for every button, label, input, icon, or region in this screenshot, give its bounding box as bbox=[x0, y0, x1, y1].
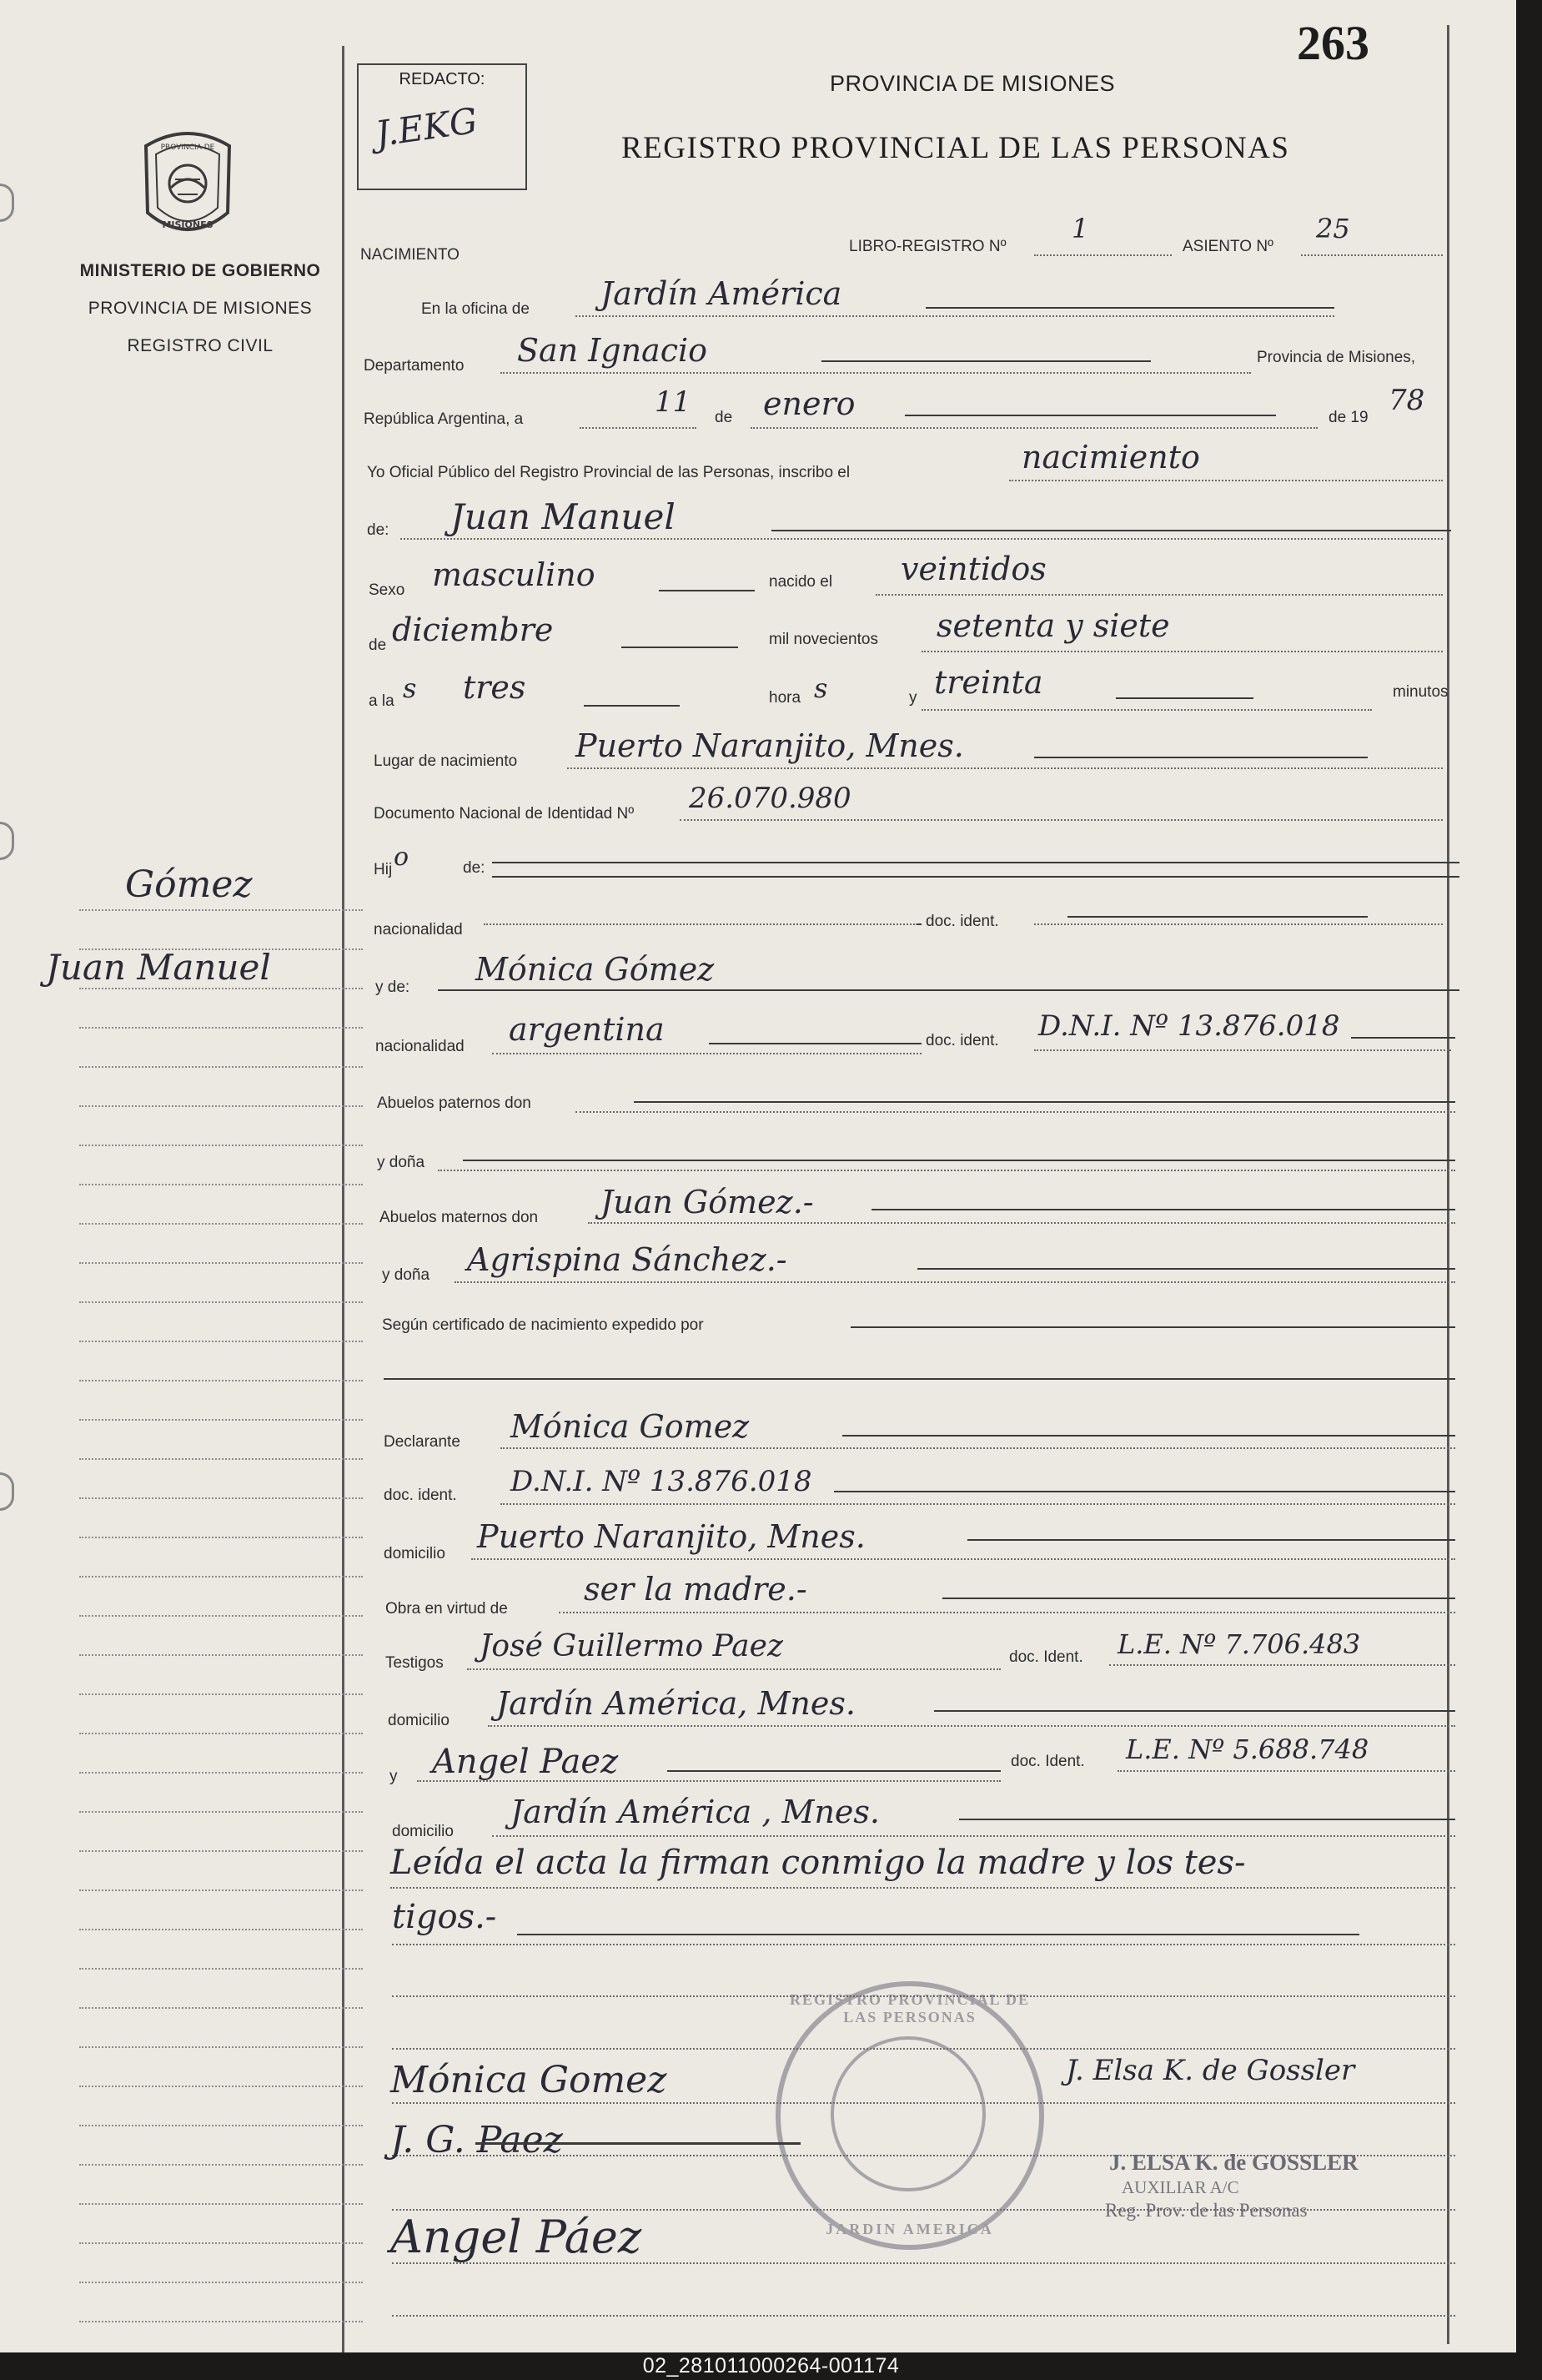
margin-ruling-line bbox=[79, 1929, 363, 1930]
hijo-label: Hij bbox=[374, 861, 393, 878]
stamp-bottom-text: JARDIN AMERICA bbox=[826, 2221, 994, 2237]
margin-ruling-line bbox=[79, 1380, 363, 1381]
mother-name: Mónica Gómez bbox=[475, 951, 715, 988]
margin-ruling-line bbox=[79, 1733, 363, 1734]
month2-value: diciembre bbox=[392, 611, 554, 648]
dni-value: 26.070.980 bbox=[689, 782, 851, 815]
de-label: de bbox=[715, 409, 733, 426]
month-value: enero bbox=[763, 385, 856, 422]
hijo-suffix: o bbox=[394, 843, 409, 872]
y2-label: y bbox=[389, 1768, 398, 1785]
asiento-label: ASIENTO Nº bbox=[1183, 238, 1273, 255]
oficial-label: Yo Oficial Público del Registro Provincial de las Personas, inscribo el bbox=[367, 464, 851, 481]
punch-hole bbox=[0, 184, 14, 222]
obra-value: ser la madre.- bbox=[584, 1571, 807, 1608]
registered-name: Juan Manuel bbox=[450, 496, 676, 537]
segun-label: Según certificado de nacimiento expedido por bbox=[382, 1316, 704, 1334]
year-label: de 19 bbox=[1329, 409, 1369, 426]
testigo2-doc: L.E. Nº 5.688.748 bbox=[1126, 1733, 1369, 1765]
alas-label: a la bbox=[369, 692, 394, 710]
margin-ruling-line bbox=[79, 1537, 363, 1538]
doc-ident4-label: doc. Ident. bbox=[1009, 1648, 1083, 1666]
margin-ruling-line bbox=[79, 1105, 363, 1107]
year-value: 78 bbox=[1389, 384, 1425, 417]
domicilio2-value: Jardín América, Mnes. bbox=[496, 1685, 856, 1722]
doc-ident2-value: D.N.I. Nº 13.876.018 bbox=[1038, 1009, 1340, 1043]
margin-ruling-line bbox=[79, 1693, 363, 1695]
de3-label: de bbox=[369, 637, 387, 654]
margin-given-name: Juan Manuel bbox=[46, 947, 271, 988]
margin-ruling-line bbox=[79, 2242, 363, 2244]
doc-ident2-label: doc. ident. bbox=[926, 1032, 999, 1049]
y-de-label: y de: bbox=[375, 979, 410, 996]
departamento-value: San Ignacio bbox=[517, 332, 708, 369]
page-number: 263 bbox=[1297, 16, 1369, 70]
margin-ruling-line bbox=[79, 1184, 363, 1185]
abuelos-maternos-label: Abuelos maternos don bbox=[379, 1209, 539, 1226]
y-dona2-label: y doña bbox=[382, 1266, 430, 1284]
sexo-label: Sexo bbox=[369, 581, 405, 599]
margin-ruling-line bbox=[79, 2321, 363, 2322]
provincia-label: Provincia de Misiones, bbox=[1257, 349, 1416, 366]
official-title-stamp: AUXILIAR A/C bbox=[1122, 2177, 1239, 2197]
margin-ruling-line bbox=[79, 1576, 363, 1577]
margin-ruling-line bbox=[79, 1262, 363, 1264]
margin-ruling-line bbox=[79, 988, 363, 989]
punch-hole bbox=[0, 1472, 14, 1511]
margin-ruling-line bbox=[79, 2282, 363, 2283]
declarante-value: Mónica Gomez bbox=[510, 1408, 750, 1445]
margin-ruling-line bbox=[79, 1772, 363, 1774]
testigo2-value: Angel Paez bbox=[432, 1743, 619, 1781]
obra-label: Obra en virtud de bbox=[385, 1600, 508, 1618]
closing-line-2: tigos.- bbox=[392, 1898, 497, 1936]
oficial-value: nacimiento bbox=[1022, 439, 1200, 475]
hora-suffix: s bbox=[814, 672, 828, 704]
abuelos-maternos-value: Juan Gómez.- bbox=[600, 1184, 814, 1220]
redacto-label: REDACTO: bbox=[399, 70, 485, 88]
official-office-stamp: Reg. Prov. de las Personas bbox=[1105, 2200, 1308, 2221]
lugar-label: Lugar de nacimiento bbox=[374, 752, 518, 770]
margin-ruling-line bbox=[79, 1615, 363, 1617]
year2-value: setenta y siete bbox=[937, 607, 1170, 644]
margin-ruling-line bbox=[79, 2203, 363, 2205]
oficina-label: En la oficina de bbox=[421, 300, 530, 318]
margin-ruling-line bbox=[79, 1968, 363, 1970]
testigos-label: Testigos bbox=[385, 1654, 444, 1672]
official-registry-stamp bbox=[776, 1981, 1044, 2250]
margin-ruling-line bbox=[79, 1889, 363, 1891]
signature-mother: Mónica Gomez bbox=[390, 2059, 667, 2101]
hora-label: hora bbox=[769, 689, 801, 707]
margin-ruling-line bbox=[79, 1301, 363, 1303]
registry-heading: REGISTRO PROVINCIAL DE LAS PERSONAS bbox=[621, 131, 1290, 165]
margin-ruling-line bbox=[79, 1341, 363, 1342]
declarante-label: Declarante bbox=[384, 1433, 460, 1451]
margin-ruling-line bbox=[79, 2007, 363, 2009]
lugar-value: Puerto Naranjito, Mnes. bbox=[575, 727, 964, 764]
hour-value: tres bbox=[463, 669, 526, 706]
nacionalidad-label: nacionalidad bbox=[374, 921, 463, 938]
libro-value: 1 bbox=[1072, 213, 1089, 244]
abuelos-paternos-label: Abuelos paternos don bbox=[377, 1094, 531, 1112]
sexo-value: masculino bbox=[432, 556, 595, 593]
margin-ruling-line bbox=[79, 2086, 363, 2087]
svg-text:PROVINCIA DE: PROVINCIA DE bbox=[160, 143, 215, 152]
departamento-label: Departamento bbox=[364, 357, 465, 375]
y-label: y bbox=[909, 689, 917, 707]
nacido-value: veintidos bbox=[901, 551, 1047, 587]
margin-ruling-line bbox=[79, 1145, 363, 1146]
margin-ruling-line bbox=[79, 909, 363, 911]
province-seal-icon bbox=[138, 121, 238, 246]
doc-ident3-value: D.N.I. Nº 13.876.018 bbox=[510, 1465, 812, 1498]
hijo-de-label: de: bbox=[463, 859, 485, 877]
asiento-value: 25 bbox=[1316, 213, 1350, 244]
margin-surname: Gómez bbox=[125, 863, 253, 906]
margin-ruling-line bbox=[79, 948, 363, 950]
name-de-label: de: bbox=[367, 521, 389, 539]
margin-ruling-line bbox=[79, 1654, 363, 1656]
mil-label: mil novecientos bbox=[769, 631, 878, 648]
margin-ruling-line bbox=[79, 1419, 363, 1421]
margin-ruling-line bbox=[79, 1066, 363, 1068]
margin-ruling-line bbox=[79, 1811, 363, 1813]
domicilio-value: Puerto Naranjito, Mnes. bbox=[477, 1518, 866, 1555]
libro-label: LIBRO-REGISTRO Nº bbox=[849, 238, 1007, 255]
margin-ruling-line bbox=[79, 1458, 363, 1460]
margin-ruling-line bbox=[79, 2046, 363, 2048]
nacionalidad2-label: nacionalidad bbox=[375, 1038, 465, 1055]
republica-label: República Argentina, a bbox=[364, 410, 524, 428]
domicilio3-value: Jardín América , Mnes. bbox=[510, 1794, 880, 1830]
dni-label: Documento Nacional de Identidad Nº bbox=[374, 805, 635, 823]
province-heading: PROVINCIA DE MISIONES bbox=[830, 71, 1116, 96]
doc-ident5-label: doc. Ident. bbox=[1011, 1753, 1085, 1770]
testigo1-doc: L.E. Nº 7.706.483 bbox=[1118, 1628, 1361, 1660]
redacto-box bbox=[357, 63, 527, 190]
margin-ruling-line bbox=[79, 1223, 363, 1225]
minutes-value: treinta bbox=[934, 664, 1043, 701]
image-caption: 02_281011000264-001174 bbox=[642, 2354, 900, 2377]
minutos-label: minutos bbox=[1393, 683, 1449, 701]
closing-line-1: Leída el acta la firman conmigo la madre y los tes- bbox=[390, 1844, 1246, 1882]
margin-ruling-line bbox=[79, 1497, 363, 1499]
signature-official: J. Elsa K. de Gossler bbox=[1066, 2054, 1355, 2087]
svg-text:MISIONES: MISIONES bbox=[162, 219, 213, 230]
alas-suffix: s bbox=[403, 672, 417, 704]
day-value: 11 bbox=[655, 385, 691, 419]
testigo1-value: José Guillermo Paez bbox=[480, 1629, 783, 1663]
nacido-label: nacido el bbox=[769, 573, 833, 591]
punch-hole bbox=[0, 822, 14, 860]
margin-ruling-line bbox=[79, 2164, 363, 2166]
ministry-title: MINISTERIO DE GOBIERNO bbox=[79, 261, 321, 280]
act-type-label: NACIMIENTO bbox=[360, 246, 460, 264]
domicilio-label: domicilio bbox=[384, 1545, 445, 1562]
y-dona2-value: Agrispina Sánchez.- bbox=[467, 1241, 787, 1278]
y-dona-label: y doña bbox=[377, 1154, 425, 1171]
signature-witness-1: J. G. Paez bbox=[390, 2119, 563, 2161]
redacto-initials: J.EKG bbox=[373, 99, 480, 155]
official-name-stamp: J. ELSA K. de GOSSLER bbox=[1109, 2150, 1359, 2175]
registry-subtitle: REGISTRO CIVIL bbox=[127, 336, 274, 355]
oficina-value: Jardín América bbox=[600, 275, 842, 312]
signature-witness-2: Angel Páez bbox=[390, 2211, 642, 2263]
margin-ruling-line bbox=[79, 2125, 363, 2126]
doc-ident-label: doc. ident. bbox=[926, 913, 999, 930]
doc-ident3-label: doc. ident. bbox=[384, 1487, 457, 1504]
domicilio3-label: domicilio bbox=[392, 1823, 454, 1840]
margin-ruling-line bbox=[79, 1850, 363, 1852]
margin-ruling-line bbox=[79, 1027, 363, 1029]
domicilio2-label: domicilio bbox=[388, 1712, 450, 1729]
nacionalidad2-value: argentina bbox=[509, 1011, 665, 1048]
stamp-top-text: REGISTRO PROVINCIAL DE LAS PERSONAS bbox=[789, 1991, 1031, 2025]
province-subtitle: PROVINCIA DE MISIONES bbox=[88, 299, 313, 318]
